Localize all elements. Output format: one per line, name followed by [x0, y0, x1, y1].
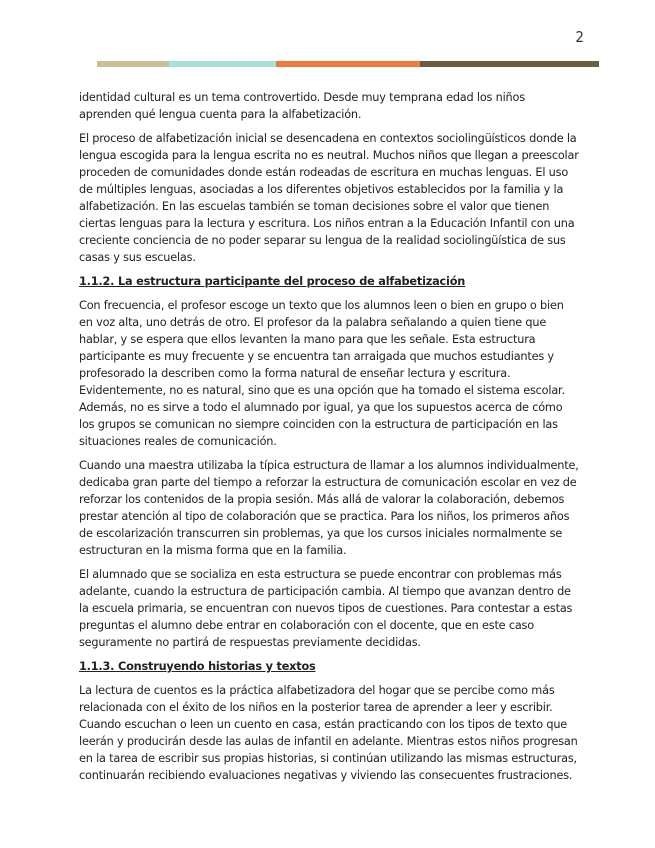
paragraph: El proceso de alfabetización inicial se desencadena en contextos sociolingüísticos donde la lengua escogida para la lengua escrita no es neutral. Muchos niños que llegan a preescolar proceden de comunidades donde están rodeadas de escritura en muchas lenguas. El uso de múltiples lenguas, asociadas a los diferentes objetivos establecidos por la familia y la alfabetización. En las escuelas también se toman decisiones sobre el valor que tienen ciertas lenguas para la lectura y escritura. Los niños entran a la Educación Infantil con una creciente conciencia de no poder separar su lengua de la realidad sociolingüística de sus casas y sus escuelas.: [79, 132, 579, 264]
paragraph: Cuando una maestra utilizaba la típica estructura de llamar a los alumnos individualmente, dedicaba gran parte del tiempo a reforzar la estructura de comunicación escolar en vez de reforzar los contenidos de la propia sesión. Más allá de valorar la colaboración, debemos prestar atención al tipo de colaboración que se practica. Para los niños, los primeros años de escolarización transcurren sin problemas, ya que los cursos iniciales normalmente se estructuran en la misma forma que en la familia.: [79, 459, 579, 557]
paragraph: El alumnado que se socializa en esta estructura se puede encontrar con problemas más adelante, cuando la estructura de participación cambia. Al tiempo que avanzan dentro de la escuela primaria, se encuentran con nuevos tipos de cuestiones. Para contestar a estas preguntas el alumno debe entrar en colaboración con el docente, que en este caso seguramente no partirá de respuestas previamente decididas.: [79, 568, 573, 649]
color-bar-segment: [276, 61, 420, 67]
paragraph: identidad cultural es un tema controvertido. Desde muy temprana edad los niños aprenden qué lengua cuenta para la alfabetización.: [79, 91, 525, 121]
color-bar-segment: [169, 61, 276, 67]
section-heading-1-1-2: 1.1.2. La estructura participante del proceso de alfabetización: [79, 275, 466, 288]
page-number: 2: [575, 28, 584, 46]
paragraph: La lectura de cuentos es la práctica alfabetizadora del hogar que se percibe como más relacionada con el éxito de los niños en la posterior tarea de aprender a leer y escribir. Cuando escuchan o leen un cuento en casa, están practicando con los tipos de texto que leerán y producirán desde las aulas de infantil en adelante. Mientras estos niños progresan en la tarea de escribir sus propias historias, si continúan utilizando las mismas estructuras, continuarán recibiendo evaluaciones negativas y viviendo las consecuentes frustraciones.: [79, 684, 578, 782]
paragraph: Con frecuencia, el profesor escoge un texto que los alumnos leen o bien en grupo o bien en voz alta, uno detrás de otro. El profesor da la palabra señalando a quien tiene que hablar, y se espera que ellos levanten la mano para que les señale. Esta estructura participante es muy frecuente y se encuentra tan arraigada que muchos estudiantes y profesorado la describen como la forma natural de enseñar lectura y escritura. Evidentemente, no es natural, sino que es una opción que ha tomado el sistema escolar. Además, no es sirve a todo el alumnado por igual, ya que los supuestos acerca de cómo los grupos se comunican no siempre coinciden con la estructura de participación en las situaciones reales de comunicación.: [79, 299, 565, 448]
section-heading-1-1-3: 1.1.3. Construyendo historias y textos: [79, 660, 316, 673]
color-bar-segment: [420, 61, 599, 67]
document-body: [79, 89, 579, 791]
header-color-bar: [97, 61, 599, 67]
color-bar-segment: [97, 61, 169, 67]
